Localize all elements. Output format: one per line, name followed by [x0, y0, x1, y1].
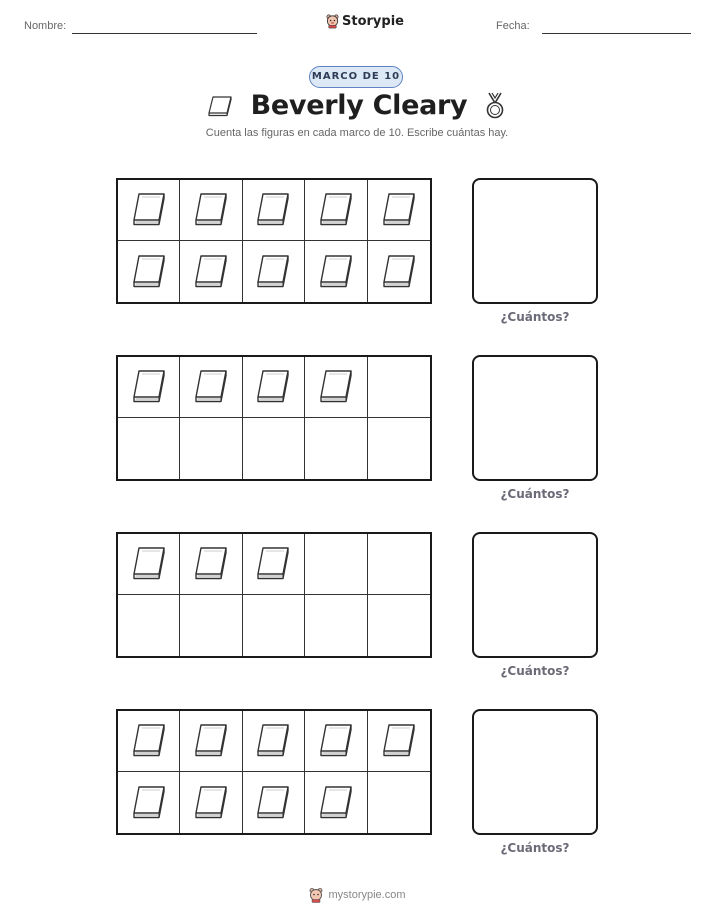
book-icon — [253, 722, 293, 760]
frame-cell — [243, 711, 305, 772]
frame-cell — [180, 357, 242, 418]
frame-cell — [180, 180, 242, 241]
book-icon — [316, 784, 356, 822]
frame-cell — [368, 418, 430, 479]
frame-cell — [243, 180, 305, 241]
book-icon — [207, 94, 235, 118]
book-icon — [191, 784, 231, 822]
frame-cell — [368, 357, 430, 418]
frame-cell — [368, 595, 430, 656]
footer — [0, 887, 714, 903]
book-icon — [129, 253, 169, 291]
frame-cell — [180, 711, 242, 772]
frame-cell — [243, 534, 305, 595]
title-row — [0, 90, 714, 121]
frame-cell — [243, 772, 305, 833]
answer-box[interactable] — [472, 709, 598, 835]
book-icon — [191, 368, 231, 406]
answer-label: ¿Cuántos? — [500, 487, 570, 501]
book-icon — [316, 722, 356, 760]
footer-url: mystorypie.com — [328, 889, 406, 901]
frame-cell — [305, 357, 367, 418]
frame-cell — [180, 595, 242, 656]
frame-cell — [368, 534, 430, 595]
mascot-icon — [325, 13, 340, 29]
book-icon — [316, 191, 356, 229]
frame-cell — [243, 357, 305, 418]
frame-cell — [305, 534, 367, 595]
book-icon — [129, 784, 169, 822]
frame-cell — [118, 534, 180, 595]
frame-cell — [118, 241, 180, 302]
ten-frame-exercise — [116, 178, 600, 328]
name-field-line[interactable] — [72, 33, 257, 34]
frame-cell — [305, 711, 367, 772]
date-label: Fecha: — [496, 20, 530, 32]
medal-icon — [483, 91, 507, 121]
frame-cell — [180, 772, 242, 833]
book-icon — [379, 191, 419, 229]
brand-logo — [325, 13, 404, 29]
frame-cell — [118, 357, 180, 418]
book-icon — [379, 253, 419, 291]
frame-cell — [118, 418, 180, 479]
frame-cell — [180, 418, 242, 479]
answer-box[interactable] — [472, 178, 598, 304]
page-title: Beverly Cleary — [250, 90, 468, 121]
ten-frame-exercise — [116, 355, 600, 505]
answer-label: ¿Cuántos? — [500, 841, 570, 855]
answer-box[interactable] — [472, 355, 598, 481]
frame-cell — [368, 180, 430, 241]
ten-frame — [116, 709, 432, 835]
brand-name: Storypie — [342, 13, 404, 29]
book-icon — [129, 545, 169, 583]
book-icon — [379, 722, 419, 760]
frame-cell — [243, 241, 305, 302]
date-field-line[interactable] — [542, 33, 691, 34]
book-icon — [129, 191, 169, 229]
frame-cell — [305, 241, 367, 302]
frame-cell — [118, 711, 180, 772]
book-icon — [253, 368, 293, 406]
frame-cell — [243, 418, 305, 479]
frame-cell — [368, 772, 430, 833]
frame-cell — [305, 595, 367, 656]
frame-cell — [118, 772, 180, 833]
frame-cell — [305, 418, 367, 479]
frame-cell — [368, 241, 430, 302]
book-icon — [316, 253, 356, 291]
book-icon — [191, 545, 231, 583]
worksheet-type-badge: MARCO DE 10 — [309, 66, 403, 88]
ten-frame — [116, 178, 432, 304]
book-icon — [191, 253, 231, 291]
book-icon — [191, 722, 231, 760]
book-icon — [129, 368, 169, 406]
mascot-icon — [308, 887, 324, 903]
ten-frame-exercise — [116, 709, 600, 859]
ten-frame-exercise — [116, 532, 600, 682]
frame-cell — [180, 241, 242, 302]
book-icon — [253, 784, 293, 822]
frame-cell — [243, 595, 305, 656]
frame-cell — [305, 180, 367, 241]
ten-frame — [116, 355, 432, 481]
frame-cell — [305, 772, 367, 833]
instructions: Cuenta las figuras en cada marco de 10. Escribe cuántas hay. — [205, 127, 509, 139]
answer-label: ¿Cuántos? — [500, 310, 570, 324]
frame-cell — [368, 711, 430, 772]
book-icon — [253, 545, 293, 583]
frame-cell — [180, 534, 242, 595]
book-icon — [191, 191, 231, 229]
answer-box[interactable] — [472, 532, 598, 658]
frame-cell — [118, 180, 180, 241]
book-icon — [316, 368, 356, 406]
book-icon — [253, 191, 293, 229]
book-icon — [253, 253, 293, 291]
ten-frame — [116, 532, 432, 658]
book-icon — [129, 722, 169, 760]
frame-cell — [118, 595, 180, 656]
answer-label: ¿Cuántos? — [500, 664, 570, 678]
name-label: Nombre: — [24, 20, 67, 32]
